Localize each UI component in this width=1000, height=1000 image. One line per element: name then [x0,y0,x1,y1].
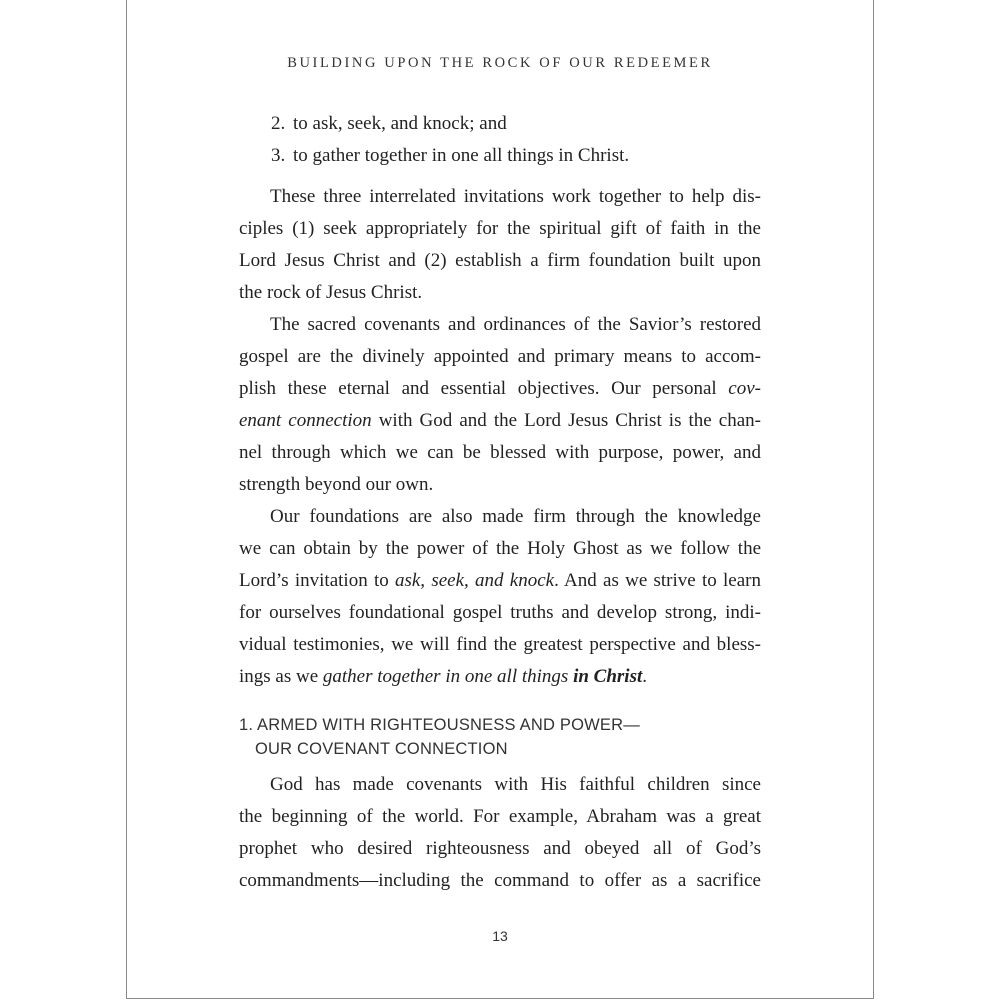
paragraph-line [239,565,761,597]
paragraph-line: the rock of Jesus Christ. [239,282,423,303]
paragraph-line: gospel are the divinely appointed and primary means to accom- [239,346,761,367]
section-heading [239,713,761,761]
italic-run: cov- [728,378,761,399]
paragraph-line: vidual testimonies, we will find the greatest perspective and bless- [239,634,761,655]
text-run: Lord’s invitation to [239,570,395,591]
text-run: with God and the Lord Jesus Christ is the chan- [371,410,761,431]
list-item-number: 3. [271,145,286,166]
page-number: 13 [492,928,508,944]
text-run: plish these eternal and essential objectives. Our personal [239,378,729,399]
paragraph-3 [239,501,761,693]
paragraph-line: The sacred covenants and ordinances of the Savior’s restored [270,314,761,335]
paragraph-line: strength beyond our own. [239,474,434,495]
paragraph-2 [239,309,761,501]
text-run: ings as we [239,666,323,687]
paragraph-line: commandments—including the command to offer as a sacrifice [239,870,761,891]
list-item-number: 2. [271,113,286,134]
text-run: . And as we strive to learn [554,570,761,591]
list-item-text: to ask, seek, and knock; and [293,113,507,134]
paragraph-line: God has made covenants with His faithful children since [270,774,761,795]
bold-italic-run: in Christ [573,666,643,687]
paragraph-4 [239,769,761,897]
paragraph-line: we can obtain by the power of the Holy Ghost as we follow the [239,538,761,559]
paragraph-line [239,405,761,437]
paragraph-line: These three interrelated invitations work together to help dis- [270,186,761,207]
paragraph-line [239,373,761,405]
italic-run: ask, seek, and knock [394,570,555,591]
paragraph-line: prophet who desired righteousness and obeyed all of God’s [239,838,761,859]
paragraph-line: ciples (1) seek appropriately for the spiritual gift of faith in the [239,218,761,239]
paragraph-line [239,661,761,693]
italic-run: gather together in one all things [322,666,574,687]
list-item-text: to gather together in one all things in Christ. [293,145,630,166]
body-text [239,108,761,897]
paragraph-line: the beginning of the world. For example, Abraham was a great [239,806,761,827]
section-heading-line: 1. ARMED WITH RIGHTEOUSNESS AND POWER— [239,716,640,734]
section-heading-line: OUR COVENANT CONNECTION [255,740,508,758]
paragraph-line: for ourselves foundational gospel truths and develop strong, indi- [239,602,761,623]
paragraph-line: Lord Jesus Christ and (2) establish a firm foundation built upon [239,250,761,271]
book-page [126,0,874,999]
paragraph-1 [239,181,761,309]
numbered-list [239,108,761,172]
italic-run: enant connection [239,410,372,431]
paragraph-line: nel through which we can be blessed with purpose, power, and [239,442,761,463]
text-run: . [642,666,647,687]
list-item [271,140,761,172]
paragraph-line: Our foundations are also made firm through the knowledge [270,506,761,527]
list-item [271,108,761,140]
running-head: BUILDING UPON THE ROCK OF OUR REDEEMER [287,55,713,71]
